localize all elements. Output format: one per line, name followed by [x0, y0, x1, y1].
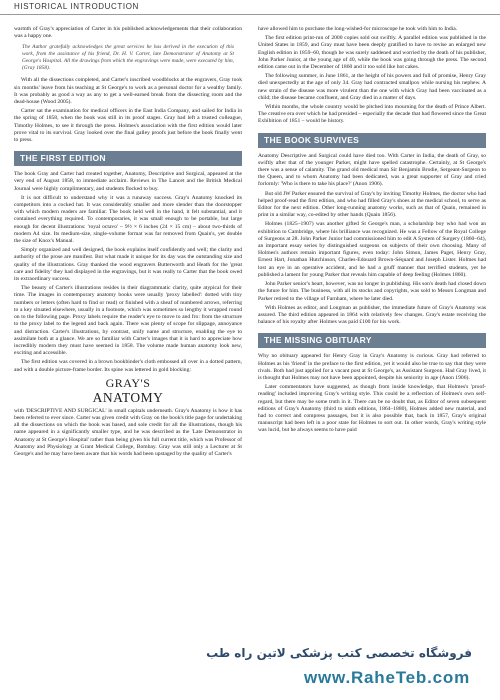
paragraph: It is not difficult to understand why it was a runaway success. Gray's Anatomy knocked its competitors into a cocked hat. It was considerably smaller and more slender than the doorstopper with which modern readers are familiar. The book held well in the hand, it felt substantial, and it contained everything required. To contemporaries, it was small enough to be portable, but large enough for decent illustrations: 'royal octavo' – 9½ × 6 inches (24 × 15 cm) – about two-thirds of modern A4 size. Its medium-size, single-volume format was far removed from Quain's, yet double the size of Knox's Manual.	[14, 194, 242, 245]
right-column	[258, 26, 486, 437]
paragraph: With Holmes as editor, and Longman as publisher, the immediate future of Gray's Anatomy was assured. The third edition appeared in 1864 with relatively few changes. Gray's estate receiving the balance of his royalty after Holmes was paid £100 for his work.	[258, 304, 486, 326]
paragraph: The beauty of Carter's illustrations resides in their diagrammatic clarity, quite atypical for their time. The images in contemporary anatomy books were usually 'proxy labelled': dotted with tiny numbers or letters (often hard to find or read) or finished with a sheaf of numbered arrows, referring to a key situated elsewhere, usually in a footnote, which was sometimes so lengthy it wrapped round on to the following page. Proxy labels require the reader's eye to move to and fro: from the structure to the proxy label to the legend and back again. There was plenty of scope for slippage, annoyance and distraction. Carter's illustrations, by contrast, unify name and structure, enabling the eye to assimilate both at a glance. We are so familiar with Carter's images that it is hard to appreciate how incredibly modern they must have seemed in 1858. The volume made human anatomy look new, exciting and accessible.	[14, 285, 242, 357]
paragraph: with 'DESCRIPTIVE AND SURGICAL' in small capitals underneath. Gray's Anatomy is how it has been referred to ever since. Carter was given credit with Gray on the book's title page for undertaking all the dissections on which the book was based, and sole credit for all the illustrations, though his name appeared in a significantly smaller type, and he was described as the 'Late Demonstrator in Anatomy at St George's Hospital' rather than being given his full current title, which was Professor of Anatomy and Physiology at Grant Medical College, Bombay. Gray was still only a Lecturer at St George's and he may have been aware that his words had been upstaged by the quality of Carter's	[14, 407, 242, 457]
paragraph: The following summer, in June 1861, at the height of his powers and full of promise, Henry Gray died unexpectedly at the age of only 34. Gray had contracted smallpox while nursing his nephew. A new strain of the disease was more virulent than the one with which Gray had been vaccinated as a child; the disease became confluent, and Gray died in a matter of days.	[258, 73, 486, 101]
spine-lettering	[14, 377, 242, 405]
section-heading-first-edition: THE FIRST EDITION	[14, 151, 242, 166]
paragraph: have allowed him to purchase the long-wished-for microscope he took with him to India.	[258, 26, 458, 32]
paragraph: The book Gray and Carter had created together, Anatomy, Descriptive and Surgical, appeared at the very end of August 1858, to immediate acclaim. Reviews in The Lancet and the British Medical Journal were highly complimentary, and students flocked to buy.	[14, 171, 242, 192]
paragraph: Anatomy Descriptive and Surgical could have died too. With Carter in India, the death of Gray, so swiftly after that of the younger Parker, might have spelled catastrophe. Certainly, at St George's there was a sense of calamity. The grand old medical man Sir Benjamin Brodie, Sergeant-Surgeon to the Queen, and to whom Anatomy had been dedicated, was a great supporter of Gray and cried forlornly: 'Who is there to take his place?' (Anon 1906).	[258, 152, 486, 188]
quoted-acknowledgement: The Author gratefully acknowledges the great services he has derived in the execution of this work, from the assistance of his friend, Dr. H. V. Carter, late Demonstrator of Anatomy at St George's Hospital. All the drawings from which the engravings were made, were executed by him, (Gray 1858).	[22, 44, 234, 72]
paragraph: John Parker senior's heart, however, was no longer in publishing. His son's death had closed down the future for him. The business, with all its stocks and copyrights, was sold to Messrs Longman and Parker retired to the village of Farnham, where he later died.	[258, 281, 486, 302]
paragraph: Holmes (1825–1907) was another gifted St George's man, a scholarship boy who had won an exhibition to Cambridge, where his brilliance was recognized. He was a Fellow of the Royal College of Surgeons at 28. John Parker Junior had commissioned him to edit A System of Surgery (1860–64), an important essay series by distinguished surgeons on subjects of their own choosing. Many of Holmes's authors remain important figures, even today: John Simon, James Paget, Henry Gray, Ernest Hart, Jonathan Hutchinson, Charles-Edouard Brown-Séquard and Joseph Lister. Holmes had lost an eye in an operative accident, and he had a gruff manner that terrified students, yet he published a lament for young Parker that reveals him capable of deep feeling (Holmes 1860).	[258, 221, 486, 278]
paragraph: Simply organized and well designed, the book explains itself confidently and well; the clarity and authority of the prose are manifest. But what made it unique for its day was the outstanding size and quality of the illustrations. Gray thanked the wood engravers Butterworth and Heath for the 'great care and fidelity' they had displayed in the engravings, but it was really to Carter that the book owed its extraordinary success.	[14, 247, 242, 283]
store-url[interactable]: www.RaheTeb.com	[304, 668, 470, 687]
left-column	[14, 26, 242, 460]
paragraph: The first edition was covered in a brown bookbinder's cloth embossed all over in a dotted pattern, and with a double picture-frame border. Its spine was lettered in gold blocking:	[14, 359, 242, 373]
paragraph: But old JW Parker ensured the survival of Gray's by inviting Timothy Holmes, the doctor who had helped proof-read the first edition, and who had filled Gray's shoes at the medical school, to serve as Editor for the next edition. Other long-running anatomy works, such as that of Quain, remained in print in a similar way, co-edited by other hands (Quain 1856).	[258, 190, 486, 219]
paragraph: Within months, the whole country would be pitched into mourning for the death of Prince Albert. The creative era over which he had presided – especially the decade that had flowered since the Great Exhibition of 1851 – would be history.	[258, 104, 486, 125]
spine-line-anatomy: ANATOMY	[92, 389, 164, 405]
intro-paragraph: warmth of Gray's appreciation of Carter in his published acknowledgements that their collaboration was a happy one.	[14, 26, 242, 40]
store-name-persian: فروشگاه تخصصی کتب پزشکی لاتین راه طب	[206, 646, 472, 660]
section-heading-missing-obituary: THE MISSING OBITUARY	[258, 333, 486, 348]
spine-line-grays: GRAY'S	[105, 375, 151, 390]
paragraph: Why no obituary appeared for Henry Gray in Gray's Anatomy is curious. Gray had referred to Holmes as his 'friend' in the preface to the first edition, yet it would also be true to say that they were rivals. Both had just applied for a vacant post at St George's, as Assistant Surgeon. Had Gray lived, it is thought that Holmes may not have been appointed, despite his seniority in age (Anon 1906).	[258, 353, 486, 381]
paragraph: With all the dissections completed, and Carter's inscribed woodblocks at the engravers, Gray took six months' leave from his teaching at St George's to work as a personal doctor for a wealthy family. It was probably as good a way as any to get a well-earned break from the dissecting room and the dead-house (Wood 2005).	[14, 77, 242, 106]
running-head	[0, 0, 500, 15]
watermark-banner	[0, 640, 500, 700]
section-heading-book-survives: THE BOOK SURVIVES	[258, 133, 486, 148]
running-head-text: HISTORICAL INTRODUCTION	[14, 2, 139, 11]
paragraph: The first edition print-run of 2000 copies sold out swiftly. A parallel edition was published in the United States in 1859, and Gray must have been deeply gratified to have to revise an enlarged new English edition in 1859–60, though he was surely saddened and worried by the death of his publisher, John Parker Junior, at the young age of 40, while the book was going through the press. The second edition came out in the December of 1860 and it too sold like hot cakes.	[258, 35, 486, 71]
paragraph: Later commentators have suggested, as though from inside knowledge, that Holmes's 'proof-reading' included improving Gray's writing style. This could be a reflection of Holmes's own self-regard, but there may be some truth in it. There can be no doubt that, as Editor of seven subsequent editions of Gray's Anatomy (third to ninth editions, 1864–1880), Holmes added new material, and had to correct and compress passages, but it is also possible that, back in 1857, Gray's original manuscript had been left in a poor state for Holmes to sort out. In other words, Gray's writing style was lucid, but he always seems to have paid	[258, 384, 486, 434]
paragraph: Carter sat the examination for medical officers in the East India Company, and sailed for India in the spring of 1858, when the book was still in its proof stages. Gray had left a trusted colleague, Timothy Holmes, to see it through the press. Holmes's association with the first edition would later prove vital to its survival. Gray looked over the final galley proofs just before the book finally went to press.	[14, 108, 242, 144]
